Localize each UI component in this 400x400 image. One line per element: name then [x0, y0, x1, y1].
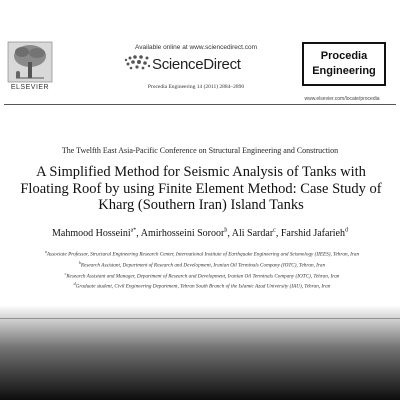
- author-list: [4, 228, 396, 239]
- header-divider: [4, 104, 396, 105]
- affiliation-list: [24, 249, 380, 292]
- journal-url: www.elsevier.com/locate/procedia: [304, 96, 380, 102]
- affiliation: [24, 260, 380, 269]
- author-separator: ,: [136, 228, 141, 240]
- affiliation: [24, 271, 380, 280]
- available-online-text: Available online at www.sciencedirect.com: [135, 44, 257, 51]
- publisher-name: ELSEVIER: [10, 84, 50, 91]
- author: [281, 228, 348, 239]
- corresponding-author-mark: *: [133, 228, 137, 234]
- affiliation-text: Research Assistant, Department of Research and Development, Iranian Oil Terminals Company (IOTC), Tehran, Iran: [80, 262, 326, 269]
- sciencedirect-dots-icon: [122, 54, 152, 72]
- author-separator: ,: [227, 228, 232, 240]
- author-name: Farshid Jafarieh: [280, 228, 345, 240]
- author: [232, 228, 281, 239]
- author: [52, 228, 141, 239]
- journal-name-line1: Procedia: [320, 50, 368, 62]
- paper-title: A Simplified Method for Seismic Analysis of Tanks with Floating Roof by using Finite Element Method: Case Study of Kharg (Southern Iran) Island Tanks: [20, 164, 382, 213]
- journal-reference: Procedia Engineering 14 (2011) 2884–2890: [147, 84, 245, 90]
- affiliation: [24, 249, 380, 258]
- conference-name: The Twelfth East Asia-Pacific Conference on Structural Engineering and Construction: [61, 146, 339, 155]
- author-affiliation-mark: b: [224, 228, 228, 234]
- affiliation-mark: b: [78, 259, 81, 265]
- author-affiliation-mark: c: [273, 228, 276, 234]
- sciencedirect-logo-text: ScienceDirect: [152, 56, 241, 73]
- affiliation-text: Graduate student, Civil Engineering Department, Tehran South Branch of the Islamic Azad University (IAU), Tehran, Iran: [75, 284, 331, 291]
- author-affiliation-mark: a: [130, 228, 134, 234]
- journal-name-line2: Engineering: [312, 65, 376, 77]
- author-name: Mahmood Hosseini: [51, 228, 131, 240]
- affiliation: [24, 281, 380, 290]
- affiliation-mark: a: [44, 249, 47, 254]
- author-name: Ali Sardar: [231, 228, 274, 240]
- bottom-shadow-overlay: [0, 305, 400, 400]
- author-affiliation-mark: d: [345, 228, 348, 234]
- author: [141, 228, 232, 239]
- author-separator: ,: [275, 228, 281, 240]
- journal-name-box: [302, 42, 386, 86]
- affiliation-mark: d: [73, 281, 76, 287]
- affiliation-mark: c: [64, 270, 67, 276]
- affiliation-text: Associate Professor, Structural Engineering Research Center, International Institute of Earthquake Engineering and Seismology (IIEES), Tehran, Iran: [46, 251, 360, 258]
- affiliation-text: Research Assistant and Manager, Department of Research and Development, Iranian Oil Terminals Company (IOTC), Tehran, Iran: [66, 273, 340, 280]
- author-name: Amirhosseini Soroor: [140, 228, 225, 240]
